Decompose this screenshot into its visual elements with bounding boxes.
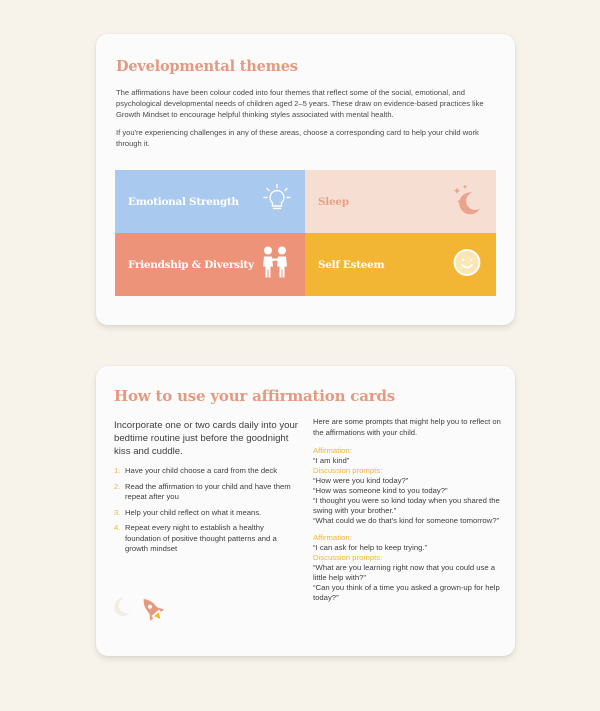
card-title: How to use your affirmation cards <box>114 387 396 405</box>
example-block <box>313 446 503 526</box>
list-item <box>114 482 299 503</box>
lightbulb-icon <box>259 181 295 222</box>
prompts-label: Discussion prompts: <box>313 466 383 475</box>
step-number: 2. <box>114 481 121 491</box>
theme-friendship-diversity <box>115 233 305 296</box>
themes-description: The affirmations have been colour coded into four themes that reflect some of the social, emotional, and psychological developmental needs of children aged 2–5 years. These draw on evidence-based practices like Growth Mindset to encourage helpful thinking styles associated with mental health. <box>116 88 484 119</box>
theme-emotional-strength <box>115 170 305 233</box>
how-to-use-card <box>96 366 515 656</box>
developmental-themes-card <box>96 34 515 325</box>
affirmation-label: Affirmation: <box>313 446 352 455</box>
prompts-intro: Here are some prompts that might help you to reflect on the affirmations with your child. <box>313 417 501 437</box>
instructions-column <box>114 419 299 560</box>
step-text: Repeat every night to establish a healthy foundation of positive thought patterns and a growth mindset <box>125 523 277 553</box>
prompts-label: Discussion prompts: <box>313 553 383 562</box>
rocket-moon-icon <box>110 592 166 631</box>
smiley-face-icon <box>452 247 482 282</box>
step-text: Read the affirmation to your child and have them repeat after you <box>125 481 291 501</box>
step-text: Help your child reflect on what it means. <box>125 507 262 517</box>
prompt-text: “How were you kind today?” <box>313 476 409 485</box>
moon-stars-icon <box>448 180 486 223</box>
two-children-icon <box>259 244 291 285</box>
usage-intro: Incorporate one or two cards daily into your bedtime routine just before the goodnight kiss and cuddle. <box>114 420 298 457</box>
affirmation-label: Affirmation: <box>313 533 352 542</box>
prompt-text: “What could we do that's kind for someone tomorrow?” <box>313 516 500 525</box>
affirmation-text: “I am kind” <box>313 456 350 465</box>
step-number: 3. <box>114 507 121 517</box>
step-text: Have your child choose a card from the deck <box>125 466 278 475</box>
card-title: Developmental themes <box>116 58 298 75</box>
prompt-text: “How was someone kind to you today?” <box>313 486 448 495</box>
steps-list <box>114 466 299 555</box>
prompt-text: “Can you think of a time you asked a grown-up for help today?” <box>313 583 500 602</box>
step-number: 1. <box>114 466 121 475</box>
prompts-column <box>313 417 503 610</box>
list-item <box>114 523 299 555</box>
theme-label: Emotional Strength <box>128 195 239 208</box>
theme-label: Self Esteem <box>318 258 385 271</box>
list-item <box>114 508 299 519</box>
theme-label: Friendship & Diversity <box>128 258 254 271</box>
theme-self-esteem <box>305 233 496 296</box>
affirmation-text: “I can ask for help to keep trying.” <box>313 543 428 552</box>
themes-grid <box>115 170 496 296</box>
step-number: 4. <box>114 523 121 532</box>
theme-label: Sleep <box>318 195 349 208</box>
theme-sleep <box>305 170 496 233</box>
example-block <box>313 533 503 603</box>
prompt-text: “What are you learning right now that you could use a little help with?” <box>313 563 496 582</box>
themes-guidance: If you're experiencing challenges in any of these areas, choose a corresponding card to help your child work through it. <box>116 128 479 148</box>
prompt-text: “I thought you were so kind today when you shared the swing with your brother.” <box>313 496 500 515</box>
list-item <box>114 466 299 477</box>
